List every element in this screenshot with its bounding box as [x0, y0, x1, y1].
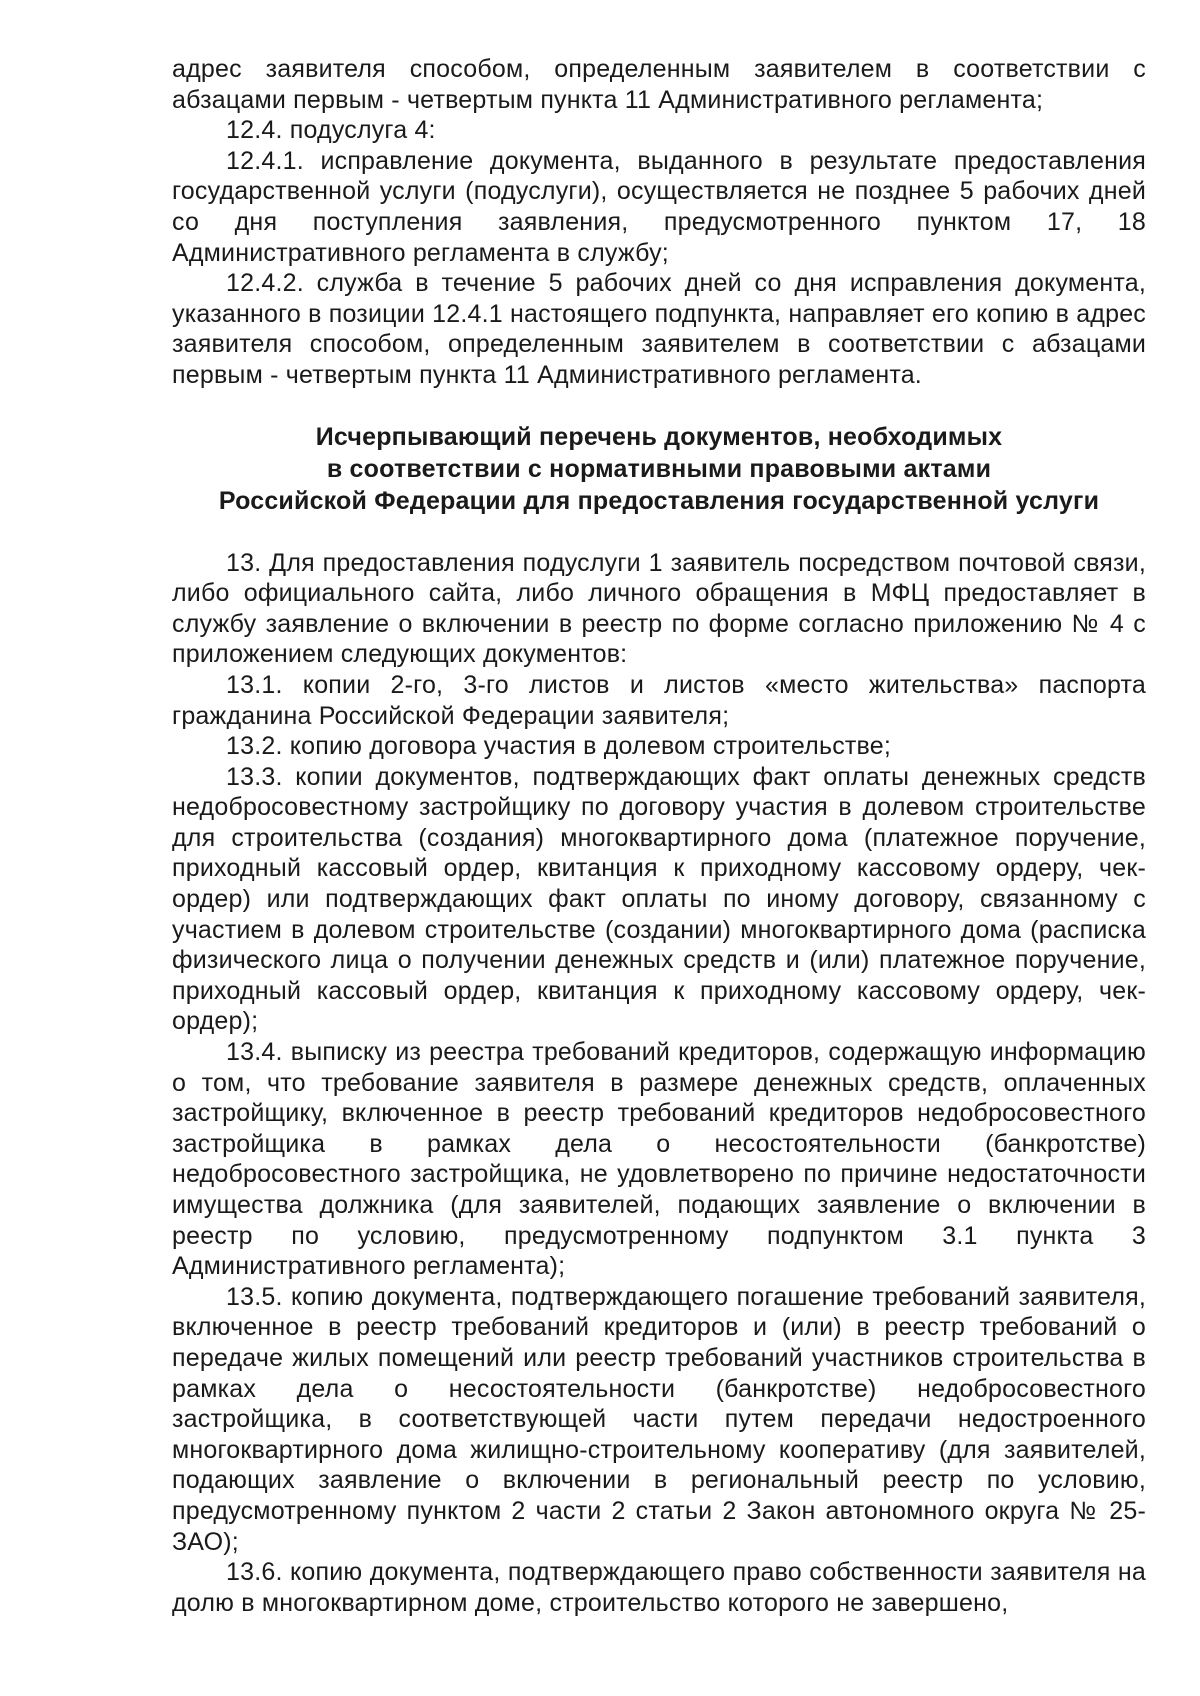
- section-heading-line-2: в соответствии с нормативными правовыми актами: [326, 454, 992, 483]
- paragraph-13-6: 13.6. копию документа, подтверждающего право собственности заявителя на долю в многоквартирном доме, строительство которого не завершено,: [172, 1558, 1146, 1617]
- paragraph-12-4-2: 12.4.2. служба в течение 5 рабочих дней со дня исправления документа, указанного в позиции 12.4.1 настоящего подпункта, направляет его копию в адрес заявителя способом, определенным заявителем в соответствии с абзацами первым - четвертым пункта 11 Административного регламента.: [172, 269, 1146, 389]
- document-page: [172, 54, 1146, 1618]
- paragraph-13-3: 13.3. копии документов, подтверждающих факт оплаты денежных средств недобросовестному застройщику по договору участия в долевом строительстве для строительства (создания) многоквартирного дома (платежное поручение, приходный кассовый ордер, квитанция к приходному кассовому ордеру, чек-ордер) или подтверждающих факт оплаты по иному договору, связанному с участием в долевом строительстве (создании) многоквартирного дома (расписка физического лица о получении денежных средств и (или) платежное поручение, приходный кассовый ордер, квитанция к приходному кассовому ордеру, чек-ордер);: [172, 762, 1146, 1036]
- section-heading-line-3: Российской Федерации для предоставления государственной услуги: [218, 486, 1100, 515]
- paragraph-13-4: 13.4. выписку из реестра требований кредиторов, содержащую информацию о том, что требование заявителя в размере денежных средств, оплаченных застройщику, включенное в реестр требований кредиторов недобросовестного застройщика в рамках дела о несостоятельности (банкротстве) недобросовестного застройщика, не удовлетворено по причине недостаточности имущества должника (для заявителей, подающих заявление о включении в реестр по условию, предусмотренному подпунктом 3.1 пункта 3 Административного регламента);: [172, 1038, 1146, 1281]
- section-heading: [172, 421, 1146, 517]
- section-heading-line-1: Исчерпывающий перечень документов, необходимых: [315, 422, 1003, 451]
- paragraph-12-4-1: 12.4.1. исправление документа, выданного в результате предоставления государственной услуги (подуслуги), осуществляется не позднее 5 рабочих дней со дня поступления заявления, предусмотренного пунктом 17, 18 Административного регламента в службу;: [172, 146, 1146, 267]
- paragraph-13-5: 13.5. копию документа, подтверждающего погашение требований заявителя, включенное в реестр требований кредиторов и (или) в реестр требований о передаче жилых помещений или реестр требований участников строительства в рамках дела о несостоятельности (банкротстве) недобросовестного застройщика, в соответствующей части путем передачи недостроенного многоквартирного дома жилищно-строительному кооперативу (для заявителей, подающих заявление о включении в региональный реестр по условию, предусмотренному пунктом 2 части 2 статьи 2 Закон автономного округа № 25-ЗАО);: [172, 1282, 1146, 1556]
- paragraph-12-4: 12.4. подуслуга 4:: [226, 116, 436, 145]
- paragraph-13-1: 13.1. копии 2-го, 3-го листов и листов «место жительства» паспорта гражданина Российской Федерации заявителя;: [172, 670, 1146, 730]
- paragraph-13-2: 13.2. копию договора участия в долевом строительстве;: [226, 732, 891, 761]
- paragraph-continuation: адрес заявителя способом, определенным заявителем в соответствии с абзацами первым - четвертым пункта 11 Административного регламента;: [172, 55, 1146, 114]
- paragraph-13: 13. Для предоставления подуслуги 1 заявитель посредством почтовой связи, либо официального сайта, либо личного обращения в МФЦ предоставляет в службу заявление о включении в реестр по форме согласно приложению № 4 с приложением следующих документов:: [172, 548, 1146, 669]
